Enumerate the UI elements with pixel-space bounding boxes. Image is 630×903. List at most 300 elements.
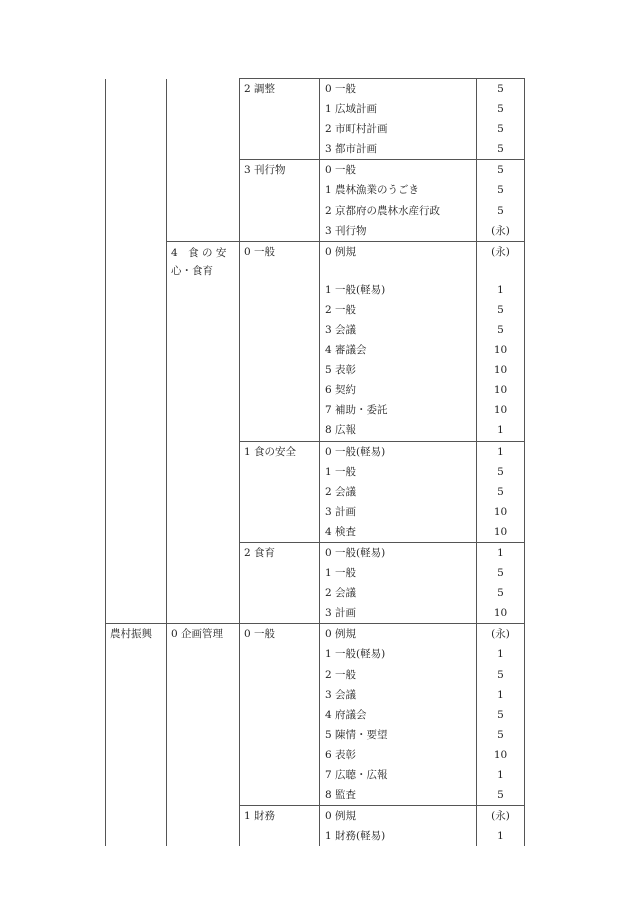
item-cell	[320, 806, 477, 827]
item-cell	[320, 160, 477, 181]
category-level1-cell	[106, 300, 167, 320]
item-text: 2 会議	[325, 587, 357, 600]
table-row	[106, 300, 525, 320]
item-text: 0 一般	[325, 83, 357, 95]
category-level2-cell	[167, 785, 240, 806]
item-cell	[320, 340, 477, 360]
category-level3-cell	[240, 180, 320, 200]
item-text: 2 一般	[325, 668, 357, 681]
retention-years-cell	[477, 180, 525, 200]
retention-years-cell	[477, 826, 525, 846]
category-level2-cell	[167, 400, 240, 420]
category-level3-text: 2 食育	[244, 546, 276, 559]
retention-years-cell	[477, 300, 525, 320]
item-cell	[320, 79, 477, 100]
item-text: 3 都市計画	[325, 143, 378, 156]
item-cell	[320, 462, 477, 482]
table-row	[106, 280, 525, 300]
item-text: 0 一般(軽易)	[325, 445, 386, 458]
table-row	[106, 221, 525, 242]
category-level3-cell	[240, 160, 320, 181]
table-row	[106, 502, 525, 522]
category-level2-cell	[167, 241, 240, 280]
item-cell	[320, 745, 477, 765]
category-level1-cell	[106, 160, 167, 181]
item-text: 8 広報	[325, 424, 357, 437]
document-page	[105, 78, 524, 846]
category-level1-cell	[106, 360, 167, 380]
item-cell	[320, 380, 477, 400]
category-level1-cell	[106, 340, 167, 360]
item-cell	[320, 583, 477, 603]
category-level1-cell	[106, 180, 167, 200]
category-level3-cell	[240, 583, 320, 603]
item-text: 0 一般	[325, 164, 357, 177]
table-row	[106, 826, 525, 846]
item-text: 3 刊行物	[325, 224, 367, 237]
table-row	[106, 99, 525, 119]
retention-years-cell	[477, 563, 525, 583]
item-cell	[320, 441, 477, 462]
category-level1-cell	[106, 320, 167, 340]
table-row	[106, 624, 525, 645]
item-text: 0 一般(軽易)	[325, 546, 386, 559]
retention-years-cell	[477, 400, 525, 420]
category-level2-cell	[167, 180, 240, 200]
retention-years-cell	[477, 420, 525, 441]
category-level1-cell	[106, 201, 167, 221]
item-cell	[320, 665, 477, 685]
table-row	[106, 725, 525, 745]
item-text: 4 審議会	[325, 344, 367, 357]
category-level1-cell	[106, 665, 167, 685]
item-cell	[320, 280, 477, 300]
category-level2-cell	[167, 340, 240, 360]
category-level3-cell	[240, 99, 320, 119]
category-level2-cell	[167, 119, 240, 139]
retention-years-cell	[477, 99, 525, 119]
category-level3-cell	[240, 685, 320, 705]
retention-years-text: 10	[493, 384, 508, 397]
item-text: 0 例規	[325, 810, 357, 823]
retention-years-cell	[477, 340, 525, 360]
category-level2-text: 0 企画管理	[171, 628, 224, 641]
category-level1-cell	[106, 79, 167, 100]
item-cell	[320, 360, 477, 380]
item-cell	[320, 705, 477, 725]
retention-years-text: 5	[497, 184, 504, 197]
category-level1-cell	[106, 462, 167, 482]
category-level1-cell	[106, 644, 167, 664]
item-cell	[320, 725, 477, 745]
retention-years-text: 5	[497, 587, 504, 600]
table-row	[106, 542, 525, 563]
category-level1-cell	[106, 119, 167, 139]
category-level1-cell	[106, 785, 167, 806]
category-level2-cell	[167, 79, 240, 100]
table-row	[106, 644, 525, 664]
item-text: 6 契約	[325, 384, 357, 397]
category-level1-cell	[106, 806, 167, 827]
category-level2-cell	[167, 280, 240, 300]
category-level3-cell	[240, 462, 320, 482]
category-level3-cell	[240, 441, 320, 462]
item-cell	[320, 502, 477, 522]
category-level1-cell	[106, 241, 167, 280]
table-row	[106, 340, 525, 360]
retention-years-cell	[477, 482, 525, 502]
retention-years-cell	[477, 119, 525, 139]
category-level2-cell	[167, 624, 240, 645]
retention-years-cell	[477, 685, 525, 705]
category-level2-cell	[167, 139, 240, 160]
category-level3-cell	[240, 765, 320, 785]
table-row	[106, 745, 525, 765]
table-row	[106, 241, 525, 280]
item-text: 0 例規	[325, 628, 357, 641]
category-level3-cell	[240, 360, 320, 380]
table-row	[106, 441, 525, 462]
retention-years-text: (永)	[491, 245, 510, 258]
category-level3-cell	[240, 400, 320, 420]
retention-years-cell	[477, 462, 525, 482]
item-text: 1 一般(軽易)	[325, 648, 386, 661]
retention-years-text: 10	[493, 344, 508, 357]
category-level3-cell	[240, 725, 320, 745]
table-row	[106, 522, 525, 543]
category-level3-cell	[240, 705, 320, 725]
retention-years-cell	[477, 221, 525, 242]
item-cell	[320, 221, 477, 242]
item-text: 7 広聴・広報	[325, 769, 388, 781]
retention-years-text: 1	[497, 546, 504, 559]
category-level3-cell	[240, 320, 320, 340]
item-cell	[320, 320, 477, 340]
item-cell	[320, 624, 477, 645]
category-level1-cell	[106, 99, 167, 119]
item-text: 6 表彰	[325, 748, 357, 761]
retention-table	[105, 78, 525, 846]
category-level1-cell	[106, 441, 167, 462]
category-level2-cell	[167, 502, 240, 522]
retention-years-cell	[477, 644, 525, 664]
retention-years-text: 5	[497, 465, 504, 478]
category-level2-cell	[167, 826, 240, 846]
item-text: 8 監査	[325, 789, 357, 802]
table-row	[106, 180, 525, 200]
table-row	[106, 765, 525, 785]
retention-years-cell	[477, 360, 525, 380]
item-text: 1 農林漁業のうごき	[325, 184, 420, 197]
table-row	[106, 603, 525, 624]
table-row	[106, 360, 525, 380]
category-level2-cell	[167, 685, 240, 705]
category-level3-text: 1 財務	[244, 810, 276, 823]
category-level1-cell	[106, 522, 167, 543]
category-level1-cell	[106, 420, 167, 441]
category-level2-cell	[167, 665, 240, 685]
category-level3-cell	[240, 745, 320, 765]
category-level2-cell	[167, 462, 240, 482]
retention-years-cell	[477, 665, 525, 685]
table-row	[106, 462, 525, 482]
table-row	[106, 79, 525, 100]
retention-years-cell	[477, 765, 525, 785]
retention-years-text: 5	[497, 728, 504, 741]
item-text: 2 市町村計画	[325, 123, 388, 136]
retention-years-cell	[477, 502, 525, 522]
item-text: 2 一般	[325, 303, 357, 316]
category-level3-cell	[240, 665, 320, 685]
item-cell	[320, 644, 477, 664]
retention-years-text: 5	[497, 103, 504, 116]
item-cell	[320, 300, 477, 320]
category-level2-cell	[167, 320, 240, 340]
category-level1-cell	[106, 725, 167, 745]
retention-years-text: 10	[493, 364, 508, 377]
table-row	[106, 420, 525, 441]
retention-years-text: (永)	[491, 224, 510, 237]
item-text: 1 財務(軽易)	[325, 830, 386, 843]
category-level1-cell	[106, 380, 167, 400]
category-level3-cell	[240, 644, 320, 664]
item-text: 3 会議	[325, 323, 357, 336]
category-level1-cell	[106, 542, 167, 563]
retention-years-text: 5	[497, 789, 504, 802]
item-cell	[320, 201, 477, 221]
category-level3-cell	[240, 380, 320, 400]
retention-years-cell	[477, 241, 525, 280]
category-level3-cell	[240, 806, 320, 827]
retention-years-cell	[477, 79, 525, 100]
retention-years-cell	[477, 380, 525, 400]
category-level2-cell	[167, 99, 240, 119]
table-row	[106, 320, 525, 340]
retention-years-text: 5	[497, 323, 504, 336]
retention-years-cell	[477, 806, 525, 827]
table-row	[106, 705, 525, 725]
item-text: 3 計画	[325, 505, 357, 518]
item-text: 7 補助・委託	[325, 404, 388, 417]
item-cell	[320, 522, 477, 543]
item-cell	[320, 563, 477, 583]
category-level3-cell	[240, 340, 320, 360]
item-cell	[320, 826, 477, 846]
retention-years-text: 10	[493, 607, 508, 620]
category-level3-cell	[240, 624, 320, 645]
retention-years-text: 5	[497, 708, 504, 721]
retention-years-text: 5	[497, 567, 504, 580]
retention-years-cell	[477, 725, 525, 745]
category-level2-cell	[167, 160, 240, 181]
category-level2-cell	[167, 221, 240, 242]
category-level3-text: 0 一般	[244, 628, 276, 641]
category-level2-cell	[167, 482, 240, 502]
category-level1-cell	[106, 826, 167, 846]
category-level3-cell	[240, 522, 320, 543]
category-level2-cell	[167, 300, 240, 320]
retention-years-cell	[477, 542, 525, 563]
item-cell	[320, 420, 477, 441]
table-row	[106, 685, 525, 705]
table-row	[106, 160, 525, 181]
retention-years-text: 5	[497, 143, 504, 156]
item-text: 4 府議会	[325, 708, 367, 721]
retention-years-cell	[477, 139, 525, 160]
item-text: 2 会議	[325, 485, 357, 498]
category-level2-cell	[167, 380, 240, 400]
category-level3-cell	[240, 603, 320, 624]
category-level1-cell	[106, 685, 167, 705]
item-text: 4 検査	[325, 525, 357, 538]
item-cell	[320, 765, 477, 785]
retention-years-text: 5	[497, 83, 504, 95]
retention-years-cell	[477, 160, 525, 181]
retention-years-cell	[477, 785, 525, 806]
retention-years-text: 5	[497, 485, 504, 498]
category-level2-text: 4 食 の 安 心・食育	[171, 246, 237, 277]
item-cell	[320, 99, 477, 119]
category-level1-cell	[106, 280, 167, 300]
category-level3-cell	[240, 563, 320, 583]
category-level3-cell	[240, 241, 320, 280]
retention-years-cell	[477, 603, 525, 624]
retention-years-text: 1	[497, 283, 504, 296]
category-level3-cell	[240, 79, 320, 100]
retention-years-cell	[477, 441, 525, 462]
retention-years-text: 1	[497, 648, 504, 661]
retention-years-text: 1	[497, 830, 504, 843]
retention-years-text: 5	[497, 668, 504, 681]
table-row	[106, 806, 525, 827]
table-row	[106, 201, 525, 221]
retention-years-text: 10	[493, 505, 508, 518]
table-row	[106, 563, 525, 583]
retention-years-cell	[477, 745, 525, 765]
item-cell	[320, 241, 477, 280]
retention-years-text: 10	[493, 525, 508, 538]
retention-years-cell	[477, 320, 525, 340]
category-level3-cell	[240, 221, 320, 242]
category-level2-cell	[167, 522, 240, 543]
item-text: 2 京都府の農林水産行政	[325, 204, 441, 217]
retention-years-cell	[477, 624, 525, 645]
category-level3-cell	[240, 119, 320, 139]
category-level1-cell	[106, 482, 167, 502]
item-cell	[320, 542, 477, 563]
category-level2-cell	[167, 201, 240, 221]
retention-years-cell	[477, 522, 525, 543]
item-cell	[320, 785, 477, 806]
category-level3-cell	[240, 300, 320, 320]
item-cell	[320, 603, 477, 624]
table-row	[106, 665, 525, 685]
category-level2-cell	[167, 745, 240, 765]
retention-years-cell	[477, 705, 525, 725]
retention-years-text: 5	[497, 204, 504, 217]
category-level2-cell	[167, 806, 240, 827]
category-level1-cell	[106, 502, 167, 522]
category-level3-cell	[240, 201, 320, 221]
category-level2-cell	[167, 563, 240, 583]
item-text: 3 会議	[325, 688, 357, 701]
category-level3-cell	[240, 785, 320, 806]
category-level2-cell	[167, 441, 240, 462]
item-text: 5 陳情・要望	[325, 728, 388, 741]
category-level2-cell	[167, 705, 240, 725]
category-level3-cell	[240, 502, 320, 522]
category-level3-cell	[240, 482, 320, 502]
category-level1-cell	[106, 603, 167, 624]
retention-years-text: 10	[493, 404, 508, 417]
retention-years-text: 1	[497, 424, 504, 437]
category-level3-cell	[240, 542, 320, 563]
item-cell	[320, 482, 477, 502]
retention-years-text: 5	[497, 164, 504, 177]
table-body	[106, 79, 525, 847]
category-level1-cell	[106, 583, 167, 603]
retention-years-text: 1	[497, 445, 504, 458]
retention-years-cell	[477, 280, 525, 300]
category-level1-cell	[106, 221, 167, 242]
item-cell	[320, 685, 477, 705]
item-cell	[320, 119, 477, 139]
category-level1-cell	[106, 705, 167, 725]
category-level1-cell	[106, 624, 167, 645]
item-text: 1 一般	[325, 567, 357, 580]
category-level1-cell	[106, 765, 167, 785]
category-level1-cell	[106, 563, 167, 583]
category-level3-text: 1 食の安全	[244, 445, 297, 458]
item-text: 1 一般(軽易)	[325, 283, 386, 296]
category-level3-text: 2 調整	[244, 83, 276, 95]
retention-years-cell	[477, 583, 525, 603]
item-text: 1 一般	[325, 465, 357, 478]
table-row	[106, 482, 525, 502]
category-level2-cell	[167, 765, 240, 785]
table-row	[106, 785, 525, 806]
retention-years-text: 5	[497, 123, 504, 136]
category-level2-cell	[167, 644, 240, 664]
category-level2-cell	[167, 420, 240, 441]
item-text: 3 計画	[325, 607, 357, 620]
retention-years-text: (永)	[491, 628, 510, 641]
table-row	[106, 119, 525, 139]
retention-years-text: (永)	[491, 810, 510, 823]
category-level1-text: 農村振興	[110, 628, 152, 641]
category-level3-text: 3 刊行物	[244, 164, 286, 177]
retention-years-text: 1	[497, 688, 504, 701]
category-level1-cell	[106, 745, 167, 765]
item-cell	[320, 139, 477, 160]
category-level3-cell	[240, 826, 320, 846]
table-row	[106, 139, 525, 160]
table-row	[106, 400, 525, 420]
category-level2-cell	[167, 725, 240, 745]
retention-years-text: 10	[493, 748, 508, 761]
retention-years-cell	[477, 201, 525, 221]
category-level2-cell	[167, 360, 240, 380]
retention-years-text: 1	[497, 769, 504, 781]
category-level3-cell	[240, 280, 320, 300]
category-level3-cell	[240, 139, 320, 160]
category-level2-cell	[167, 583, 240, 603]
category-level2-cell	[167, 542, 240, 563]
category-level3-text: 0 一般	[244, 245, 276, 258]
category-level1-cell	[106, 139, 167, 160]
retention-years-text: 5	[497, 303, 504, 316]
category-level3-cell	[240, 420, 320, 441]
